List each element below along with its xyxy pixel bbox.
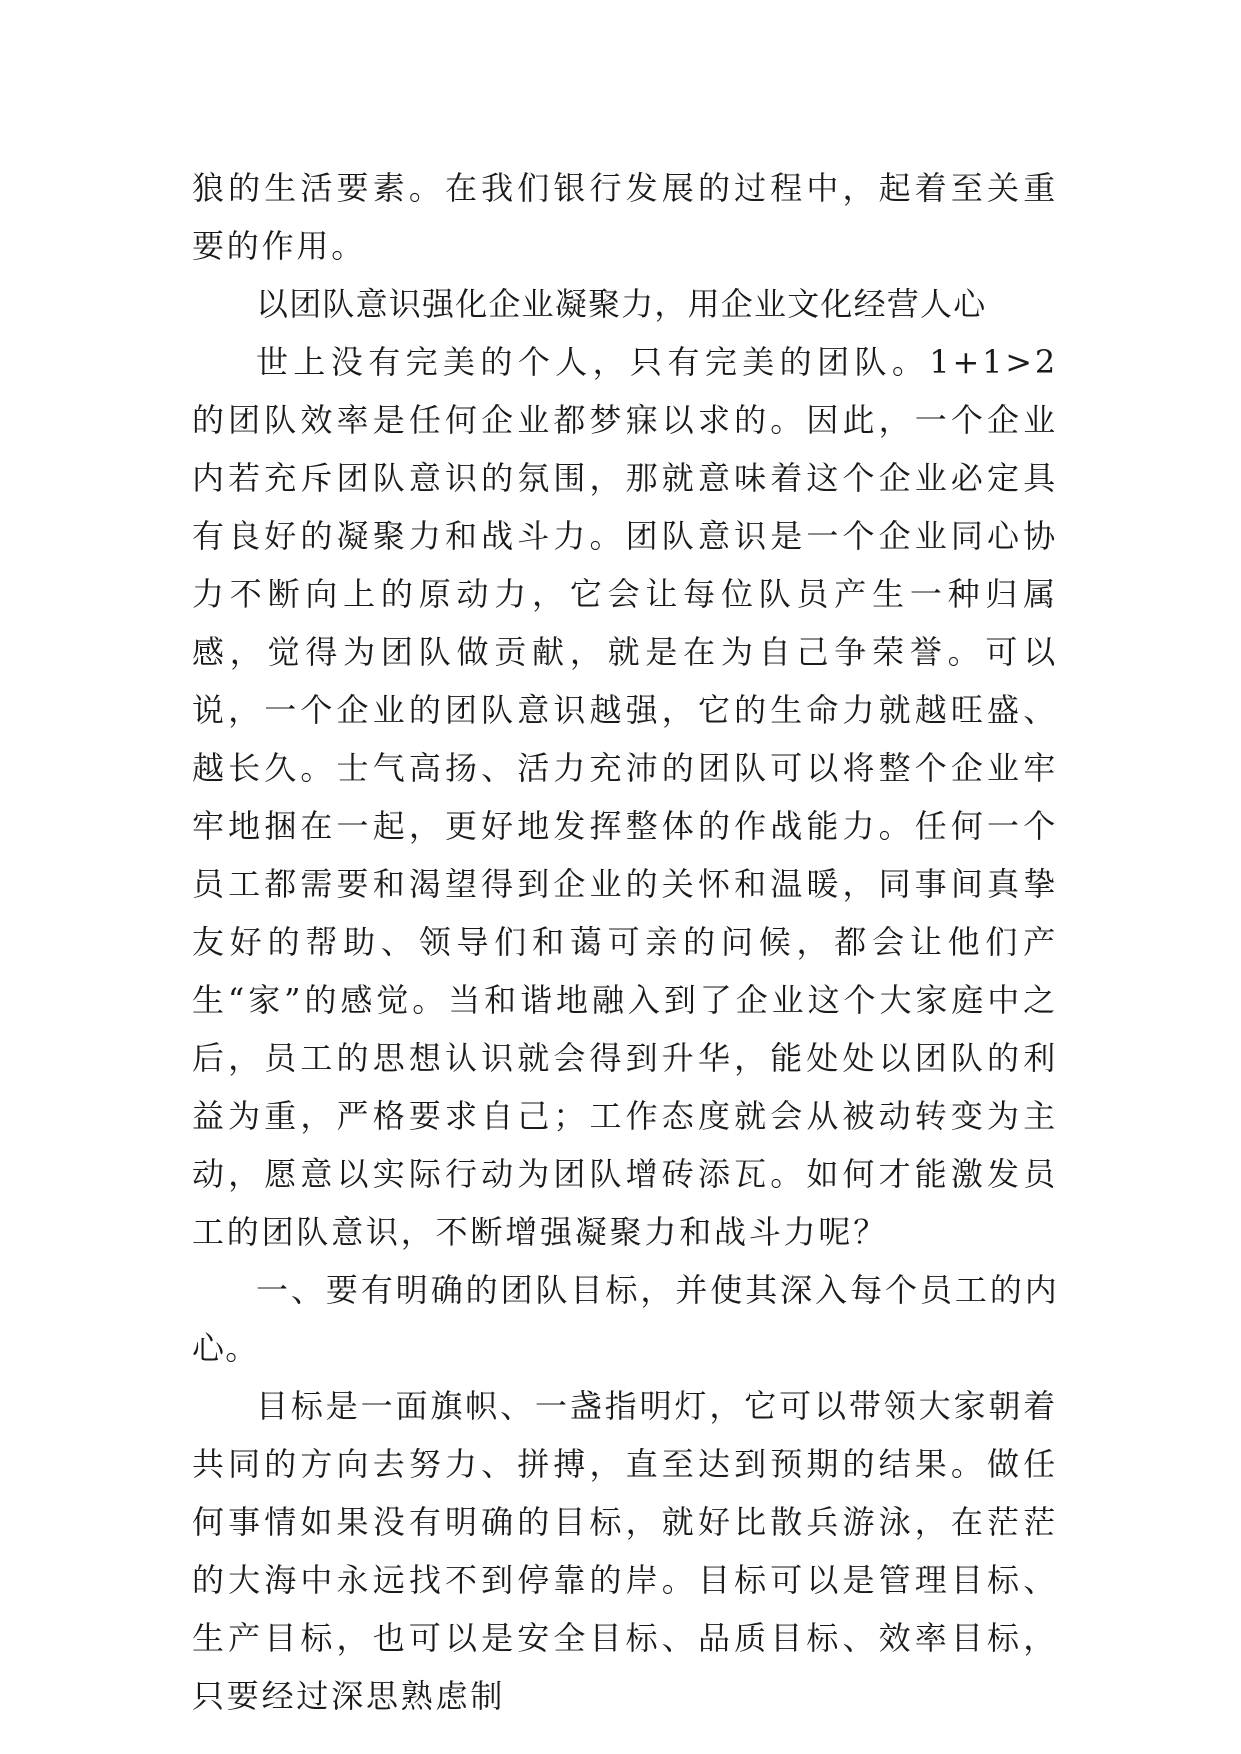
- paragraph-team-awareness: 世上没有完美的个人，只有完美的团队。1+1>2 的团队效率是任何企业都梦寐以求的。因此，一个企业内若充斥团队意识的氛围，那就意味着这个企业必定具有良好的凝聚力和战斗力。团队意识是一个企业同心协力不断向上的原动力，它会让每位队员产生一种归属感，觉得为团队做贡献，就是在为自己争荣誉。可以说，一个企业的团队意识越强，它的生命力就越旺盛、越长久。士气高扬、活力充沛的团队可以将整个企业牢牢地捆在一起，更好地发挥整体的作战能力。任何一个员工都需要和渴望得到企业的关怀和温暖，同事间真挚友好的帮助、领导们和蔼可亲的问候，都会让他们产生“家”的感觉。当和谐地融入到了企业这个大家庭中之后，员工的思想认识就会得到升华，能处处以团队的利益为重，严格要求自己；工作态度就会从被动转变为主动，愿意以实际行动为团队增砖添瓦。如何才能激发员工的团队意识，不断增强凝聚力和战斗力呢？: [192, 343, 1058, 1251]
- section-heading: 以团队意识强化企业凝聚力，用企业文化经营人心: [256, 285, 987, 323]
- subsection-heading-goals: 一、要有明确的团队目标，并使其深入每个员工的内心。: [192, 1271, 1058, 1367]
- paragraph-continuation: 狼的生活要素。在我们银行发展的过程中，起着至关重要的作用。: [192, 169, 1058, 265]
- paragraph-goals: 目标是一面旗帜、一盏指明灯，它可以带领大家朝着共同的方向去努力、拼搏，直至达到预期的结果。做任何事情如果没有明确的目标，就好比散兵游泳，在茫茫的大海中永远找不到停靠的岸。目标可以是管理目标、生产目标，也可以是安全目标、品质目标、效率目标，只要经过深思熟虑制: [192, 1387, 1058, 1715]
- document-body: [192, 159, 1058, 1725]
